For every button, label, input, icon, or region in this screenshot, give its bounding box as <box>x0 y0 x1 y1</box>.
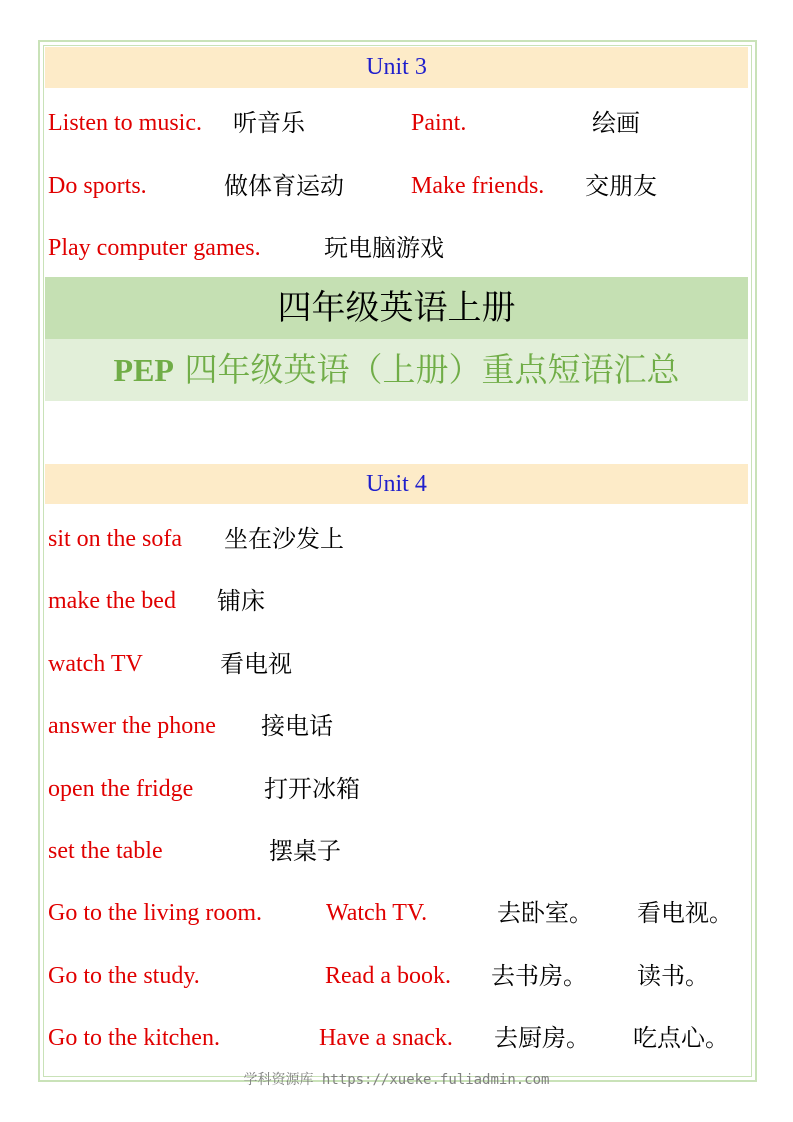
english-sentence: Go to the kitchen. <box>48 1025 220 1051</box>
english-sentence: Have a snack. <box>319 1025 453 1051</box>
english-phrase: Make friends. <box>411 173 545 199</box>
phrase-row <box>0 820 793 882</box>
chinese-translation: 打开冰箱 <box>264 775 360 803</box>
chinese-translation: 去厨房。 <box>494 1024 590 1052</box>
unit4-title: Unit 4 <box>366 471 427 497</box>
english-phrase: answer the phone <box>48 713 216 739</box>
chinese-translation: 看电视。 <box>637 899 733 927</box>
chinese-translation: 坐在沙发上 <box>224 525 344 553</box>
english-phrase: Listen to music. <box>48 110 202 136</box>
footer-watermark: 学科资源库 https://xueke.fuliadmin.com <box>243 1072 550 1088</box>
unit4-header <box>45 464 748 504</box>
english-sentence: Go to the living room. <box>48 900 262 926</box>
phrase-row <box>0 508 793 570</box>
english-phrase: Paint. <box>411 110 467 136</box>
english-sentence: Go to the study. <box>48 963 200 989</box>
phrase-row <box>0 695 793 757</box>
page-title-band <box>45 277 748 339</box>
chinese-translation: 听音乐 <box>233 109 305 137</box>
chinese-translation: 铺床 <box>217 587 265 615</box>
phrase-row <box>0 570 793 632</box>
english-phrase: make the bed <box>48 588 176 614</box>
english-phrase: open the fridge <box>48 776 194 802</box>
chinese-translation: 去书房。 <box>491 962 587 990</box>
phrase-row <box>0 92 793 154</box>
chinese-translation: 读书。 <box>637 962 709 990</box>
page-subtitle-band <box>45 339 748 401</box>
chinese-translation: 吃点心。 <box>633 1024 729 1052</box>
phrase-row <box>0 633 793 695</box>
chinese-translation: 摆桌子 <box>269 837 341 865</box>
chinese-translation: 看电视 <box>220 650 292 678</box>
english-phrase: Do sports. <box>48 173 147 199</box>
page-title: 四年级英语上册 <box>277 288 516 328</box>
english-phrase: sit on the sofa <box>48 526 182 552</box>
phrase-row <box>0 758 793 820</box>
unit3-header <box>45 47 748 88</box>
subtitle-prefix: PEP <box>113 352 174 388</box>
chinese-translation: 玩电脑游戏 <box>324 234 444 262</box>
english-phrase: watch TV <box>48 651 143 677</box>
chinese-translation: 接电话 <box>261 712 333 740</box>
english-sentence: Read a book. <box>325 963 451 989</box>
unit3-title: Unit 3 <box>366 54 427 80</box>
chinese-translation: 绘画 <box>592 109 640 137</box>
phrase-row <box>0 945 793 1007</box>
page-subtitle: 四年级英语（上册）重点短语汇总 <box>184 350 680 389</box>
english-sentence: Watch TV. <box>326 900 428 926</box>
english-phrase: set the table <box>48 838 163 864</box>
phrase-row <box>0 882 793 944</box>
chinese-translation: 交朋友 <box>585 172 657 200</box>
chinese-translation: 做体育运动 <box>224 172 344 200</box>
english-phrase: Play computer games. <box>48 235 261 261</box>
phrase-row <box>0 217 793 279</box>
phrase-row <box>0 155 793 217</box>
phrase-row <box>0 1007 793 1069</box>
chinese-translation: 去卧室。 <box>497 899 593 927</box>
